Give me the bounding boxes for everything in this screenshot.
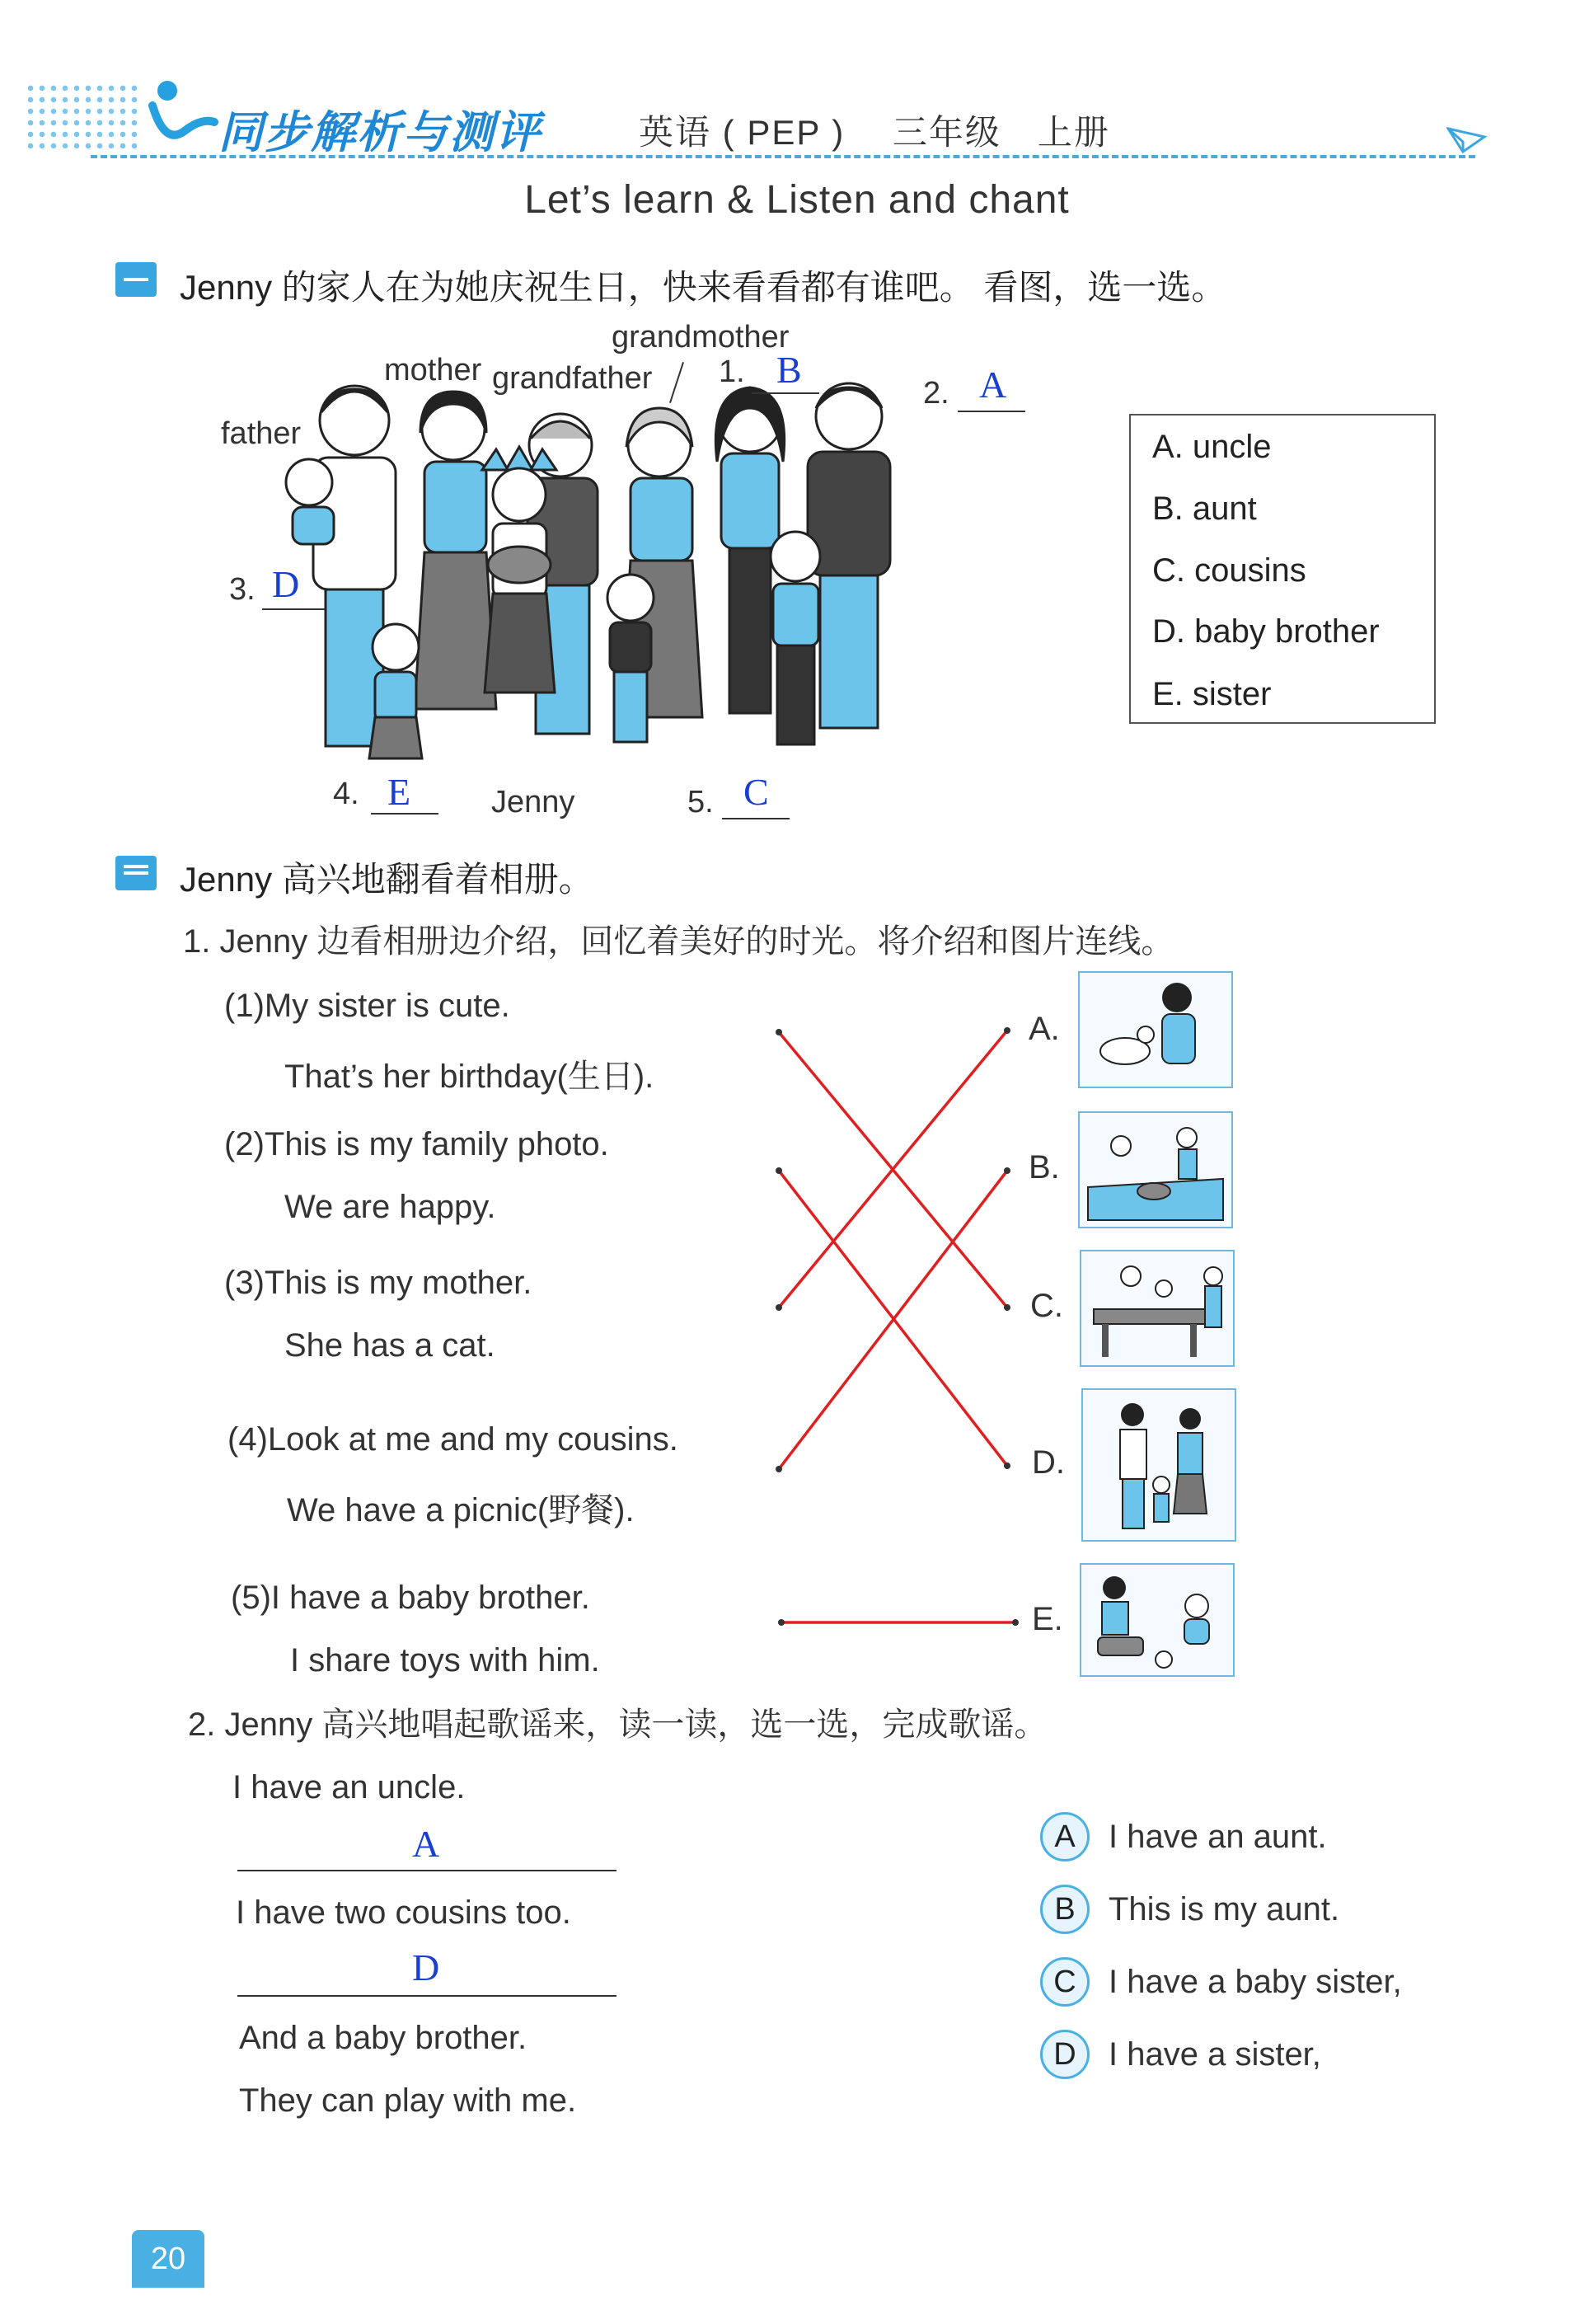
picture-e-toys [1080, 1563, 1235, 1677]
choice-b-text: This is my aunt. [1109, 1891, 1340, 1927]
blank-1-number: 1. [719, 354, 745, 389]
blank-3-number: 3. [229, 572, 256, 607]
song-line-3: I have two cousins too. [236, 1894, 571, 1931]
page-number: 20 [132, 2230, 204, 2288]
picture-c-birthday [1080, 1250, 1235, 1367]
blank-2-answer[interactable]: A [979, 364, 1007, 406]
picture-c-label: C. [1030, 1288, 1063, 1324]
item-4-number: (4) [227, 1421, 268, 1458]
item-2-dot [776, 1167, 782, 1174]
item-5-dot [778, 1619, 785, 1626]
item-2-number: (2) [224, 1126, 265, 1162]
option-c: C. cousins [1152, 552, 1306, 589]
choice-c-letter: C [1040, 1957, 1090, 2007]
blank-4-answer[interactable]: E [387, 771, 411, 813]
q1-instruction: 1. Jenny 边看相册边介绍，回忆着美好的时光。将介绍和图片连线。 [183, 923, 1174, 960]
choice-d-letter: D [1040, 2030, 1090, 2079]
choice-a-text: I have an aunt. [1109, 1819, 1327, 1855]
item-4-dot [776, 1466, 782, 1472]
blank-5-number: 5. [687, 785, 714, 819]
picture-a-label: A. [1029, 1011, 1060, 1047]
picture-c-dot [1004, 1304, 1010, 1311]
item-1-dot [776, 1029, 782, 1035]
song-line-5: And a baby brother. [239, 2020, 527, 2056]
label-mother: mother [384, 353, 482, 387]
book-subtitle: 英语 ( PEP ) 三年级 上册 [639, 113, 1110, 152]
item-3-line1: This is my mother. [264, 1265, 532, 1301]
item-2-line2: We are happy. [284, 1189, 496, 1225]
picture-d-label: D. [1032, 1444, 1065, 1481]
song-answer-1[interactable]: A [412, 1823, 440, 1865]
section2-instruction: Jenny 高兴地翻看着相册。 [180, 860, 593, 899]
picture-d-family-photo [1081, 1388, 1236, 1542]
song-blank-2 [237, 1995, 617, 1997]
lesson-title: Let’s learn & Listen and chant [524, 178, 1070, 222]
item-3-number: (3) [224, 1265, 265, 1301]
choice-c-text: I have a baby sister, [1109, 1964, 1402, 2000]
blank-3-answer[interactable]: D [272, 563, 300, 605]
item-1-line2: That’s her birthday(生日). [284, 1059, 654, 1095]
item-3-line2: She has a cat. [284, 1327, 495, 1364]
item-5-line2: I share toys with him. [290, 1642, 600, 1678]
option-d: D. baby brother [1152, 613, 1380, 650]
blank-4-number: 4. [333, 777, 359, 811]
choice-d-text: I have a sister, [1109, 2036, 1321, 2073]
item-3-dot [776, 1304, 782, 1311]
picture-a-mother-cat [1078, 971, 1233, 1088]
picture-d-dot [1004, 1462, 1010, 1469]
choice-a-letter: A [1040, 1812, 1090, 1862]
option-e: E. sister [1152, 676, 1272, 712]
item-4-line2: We have a picnic(野餐). [287, 1492, 635, 1528]
item-5-number: (5) [231, 1580, 271, 1616]
option-b: B. aunt [1152, 491, 1257, 527]
item-1-number: (1) [224, 988, 265, 1024]
item-1-line1: My sister is cute. [264, 988, 510, 1024]
choice-b-letter: B [1040, 1885, 1090, 1934]
blank-1-answer[interactable]: B [776, 349, 802, 391]
picture-b-dot [1004, 1167, 1010, 1174]
item-4-line1: Look at me and my cousins. [267, 1421, 678, 1458]
q2-instruction: 2. Jenny 高兴地唱起歌谣来，读一读，选一选，完成歌谣。 [188, 1707, 1048, 1743]
label-grandmother: grandmother [612, 320, 790, 354]
picture-b-label: B. [1029, 1149, 1060, 1185]
picture-a-dot [1004, 1027, 1010, 1034]
song-answer-2[interactable]: D [412, 1946, 440, 1988]
picture-b-picnic [1078, 1111, 1233, 1228]
option-a: A. uncle [1152, 429, 1272, 465]
picture-e-dot [1012, 1619, 1019, 1626]
picture-e-label: E. [1032, 1601, 1063, 1637]
song-line-1: I have an uncle. [232, 1769, 466, 1805]
blank-2-number: 2. [923, 376, 949, 411]
item-2-line1: This is my family photo. [264, 1126, 609, 1162]
blank-5-answer[interactable]: C [743, 771, 769, 813]
label-jenny: Jenny [491, 785, 575, 819]
song-blank-1 [237, 1870, 617, 1871]
label-father: father [221, 416, 302, 451]
label-grandfather: grandfather [492, 361, 653, 396]
section1-instruction: Jenny 的家人在为她庆祝生日，快来看看都有谁吧。 看图，选一选。 [180, 268, 1226, 307]
brand-title: 同步解析与测评 [218, 108, 541, 157]
song-line-6: They can play with me. [239, 2082, 577, 2119]
item-5-line1: I have a baby brother. [270, 1580, 590, 1616]
